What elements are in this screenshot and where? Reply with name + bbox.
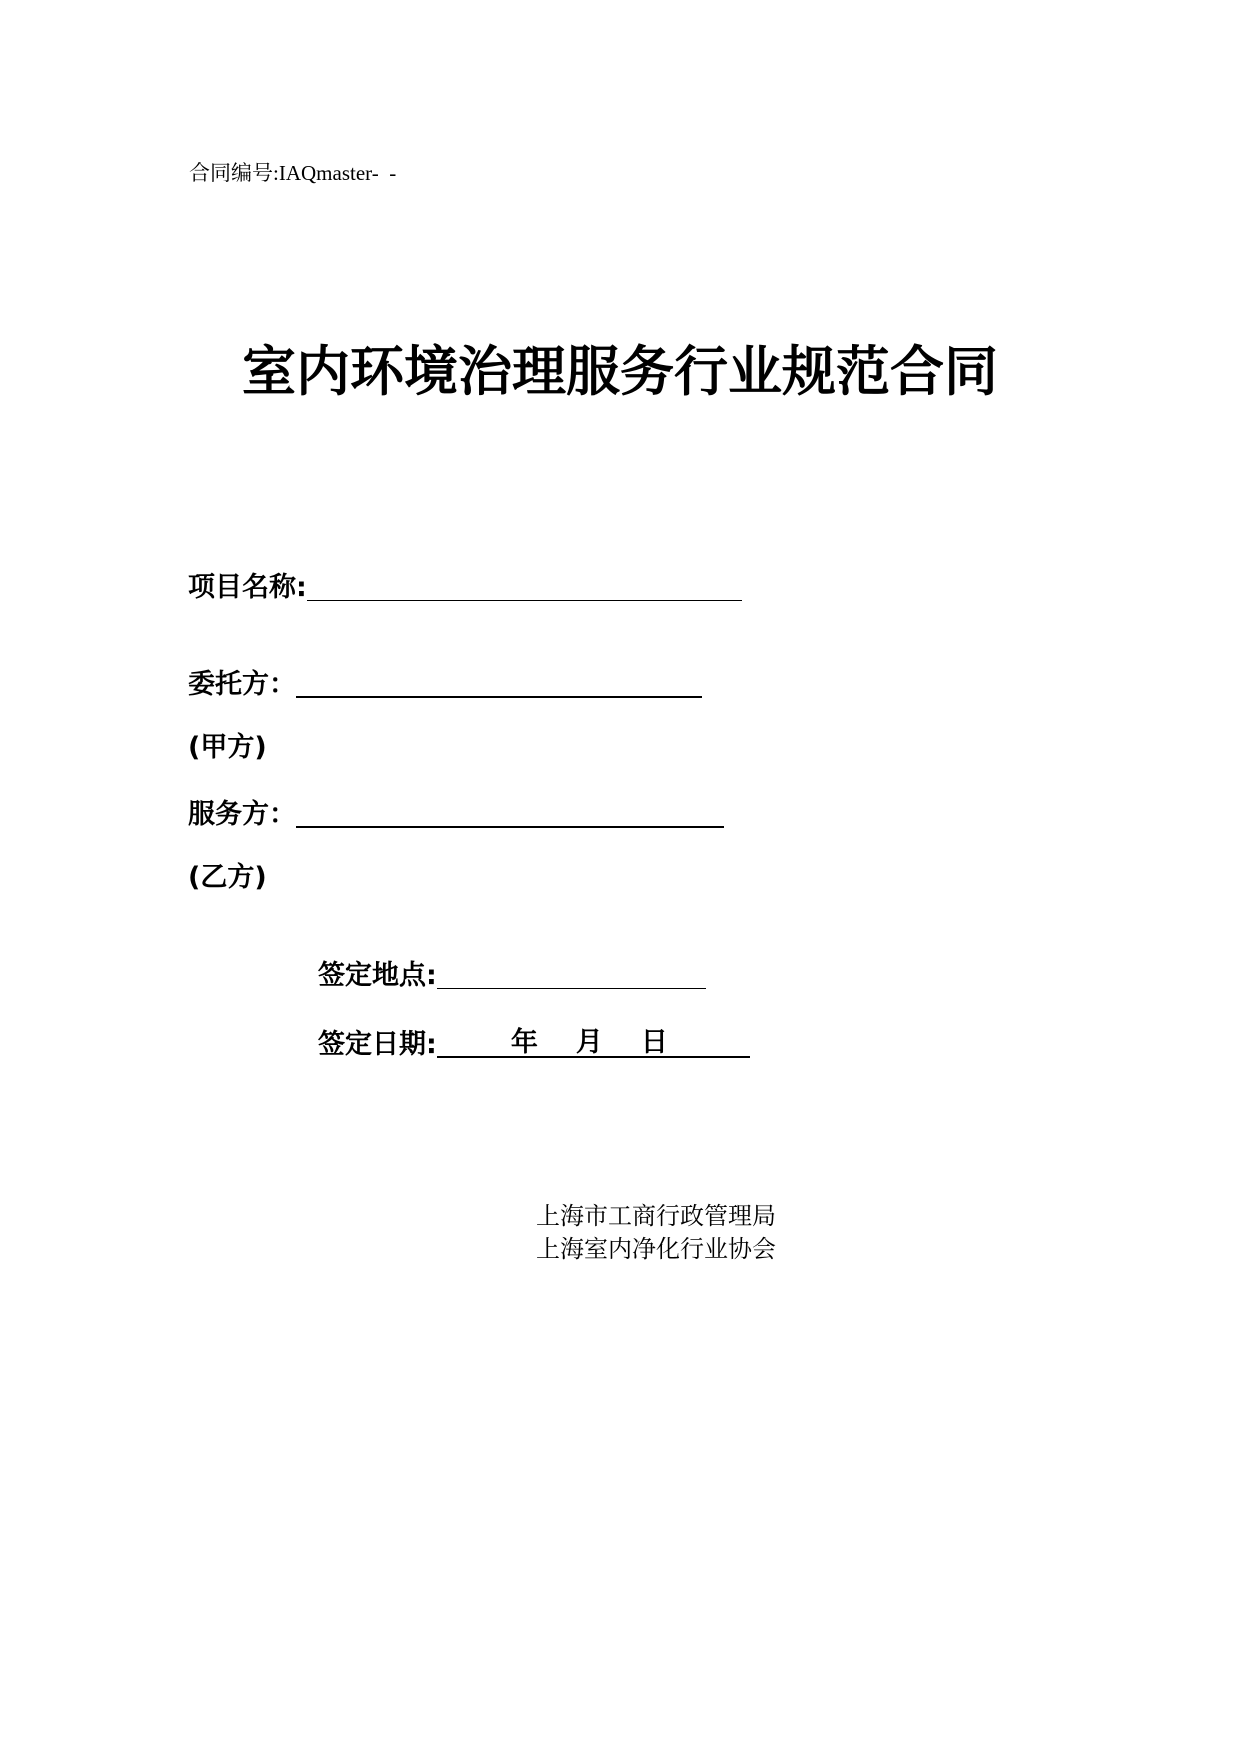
year-label: 年 [510,1027,538,1058]
client-label: 委托方： [188,669,296,700]
provider-field [188,799,724,828]
sign-place-blank[interactable] [437,961,706,989]
day-label: 日 [640,1027,668,1058]
project-name-field [188,573,742,601]
sign-date-field [318,1026,750,1058]
issuer-1: 上海市工商行政管理局 [536,1204,776,1230]
sign-place-field [318,961,706,989]
provider-blank[interactable] [296,799,724,828]
party-b-label: (乙方) [188,862,267,893]
project-name-label: 项目名称: [188,572,307,603]
sign-date-label: 签定日期: [318,1029,437,1060]
provider-label: 服务方： [188,799,296,830]
client-field [188,669,702,698]
contract-number: 合同编号:IAQmaster- - [189,161,397,185]
document-title: 室内环境治理服务行业规范合同 [242,340,998,403]
party-a-label: (甲方) [188,732,267,763]
sign-place-label: 签定地点: [318,960,437,991]
issuer-2: 上海室内净化行业协会 [536,1237,776,1263]
sign-date-blank[interactable] [437,1026,750,1058]
client-blank[interactable] [296,669,702,698]
project-name-blank[interactable] [307,573,742,601]
month-label: 月 [575,1027,603,1058]
